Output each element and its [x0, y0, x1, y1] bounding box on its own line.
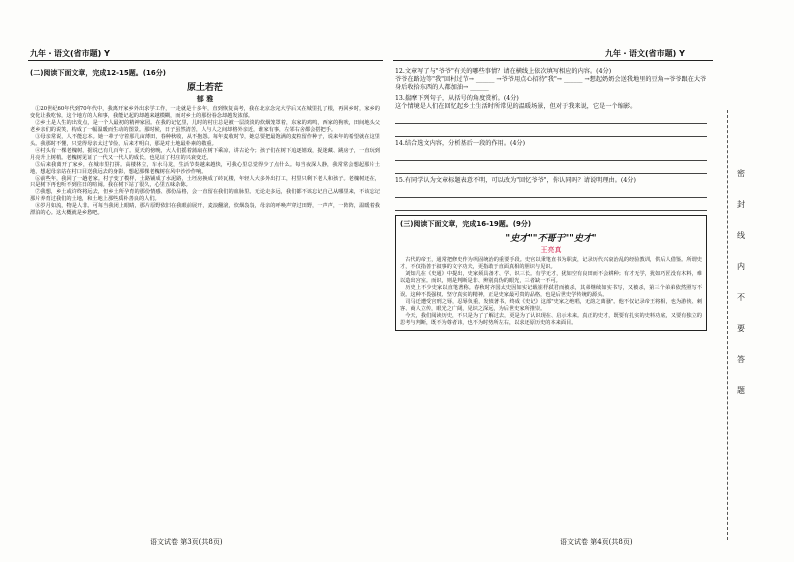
answer-line[interactable] — [395, 198, 707, 211]
paragraph: ⑤后来我离开了家乡，在城市里打拼。高楼林立，车水马龙，生活节奏越来越快，可我心里总觉得少了点什么。每当夜深人静，我常常会想起那片土地，想起母亲站在村口目送我远去的身影，想起那棵老槐树在风中沙沙作响。 — [30, 161, 380, 175]
paragraph: 刘知几在《史通》中提出，史家须具备才、学、识三长。有学无才，犹如空有良田而不会耕种；有才无学，犹如巧匠没有木料，难以造出宫室。而识，则是判断是非、辨别真伪的眼光，三者缺一不可。 — [400, 270, 702, 284]
answer-line[interactable] — [395, 111, 707, 124]
header-rule-left — [28, 60, 383, 61]
question-12: 12.文章写了与"爷爷"有关的哪些事情？请在横线上依次填写相应的内容。(4分) — [395, 68, 612, 75]
paragraph: 司马迁遭受宫刑之辱，忍辱负重，发愤著书，终成《史记》这部"史家之绝唱，无韵之离骚"。他不仅记录帝王将相，也为游侠、刺客、商人立传，眼光之广阔，见识之深远，为后世史家所推崇。 — [400, 298, 702, 312]
paragraph: ①20世纪60年代到70年代中，我离开家乡外出求学工作，一走就是十多年，直到恢复高考，我在北京念完大学后又在城里扎了根，再回乡时，家乡的变化让我吃惊，这个地方的人和事，我能记起的却越来越模糊，而对乡土的那份眷念却越发浓郁。 — [30, 106, 380, 119]
answer-line[interactable] — [395, 148, 707, 161]
seal-line-notice — [734, 168, 748, 416]
seal-char: 题 — [737, 386, 745, 395]
page-header-left: 九年・语文(省市题) Y — [30, 49, 110, 58]
question-14: 14.结合选文内容，分析基后一段的作用。(4分) — [395, 140, 525, 147]
left-column — [30, 68, 380, 217]
seal-char: 封 — [737, 200, 745, 209]
paragraph: 历史上不少史家以直笔著称。春秋时齐国太史因如实记载崔杼弑君而被杀，其弟继续如实书写，又被杀，第三个弟弟依然照写不误。这种不畏强权、坚守真实的精神，正是史家最可贵的品格，也是后世史学传统的源头。 — [400, 284, 702, 298]
seal-char: 内 — [737, 262, 745, 271]
header-rule-right — [393, 60, 713, 61]
seal-dashed-line — [727, 110, 728, 540]
paragraph: ③母亲常说，人不能忘本。她一辈子守着那几亩薄田，春种秋收，从不抱怨。每年麦收时节，她总要把最饱满的麦粒留作种子，说来年的希望就在这里头。我那时不懂，只觉得母亲太过节俭，后来才明白，那是对土地最朴素的敬重。 — [30, 133, 380, 147]
answer-line[interactable] — [395, 185, 707, 198]
seal-char: 不 — [737, 293, 745, 302]
article-author: 郁 雅 — [196, 94, 214, 103]
question-12-flow[interactable]: 爷爷在路边等"我"回村过节→ ______ →爷爷用点心招待"我"→ ______ →想起奶奶会送我地里的豆角→爷爷跟在大爷身后收拾东西的人都加油→ ______ — [395, 76, 707, 91]
seal-char: 密 — [737, 169, 745, 178]
seal-char: 线 — [737, 231, 745, 240]
page-header-right: 九年・语文(省市题) Y — [605, 49, 685, 58]
paragraph: ⑧岁月如流，物是人非。可每当我闭上眼睛，那片原野依旧在我眼前展开，麦浪翻滚，炊烟袅袅，母亲的呼唤声穿过田野，一声声，一阵阵，温暖着我漂泊的心。这大概就是乡愁吧。 — [30, 203, 380, 217]
article-author: 王亮真 — [540, 246, 562, 254]
seal-char: 要 — [737, 324, 745, 333]
section-heading: (二)阅读下面文章，完成12-15题。(16分) — [30, 69, 166, 77]
question-15: 15.有同学认为文章标题表意不明，可以改为"回忆爷爷"，你认同吗？请说明理由。(4分) — [395, 177, 636, 184]
paragraph: ⑥前些年，我回了一趟老家。村子变了模样，土路铺成了水泥路，土坯房换成了砖瓦楼，年轻人大多外出打工，村里只剩下老人和孩子。老槐树还在，只是树下再也听不到往日的喧闹。我在树下站了很久，心里五味杂陈。 — [30, 175, 380, 189]
seal-char: 答 — [737, 355, 745, 364]
reading-passage-box — [395, 215, 707, 331]
page-footer-right: 语文试卷 第4页(共8页) — [560, 538, 633, 546]
right-column — [395, 68, 707, 331]
section-heading: (三)阅读下面文章，完成16-19题。(9分) — [400, 220, 532, 228]
question-13: 13.揣摩下列句子，从括号的角度赏析。(4分) — [395, 95, 519, 102]
paragraph: ②乡土是人生的出发点，是一个人最初的精神家园。在我的记忆里，儿时的村庄总是被一层淡淡的炊烟笼罩着，东家的鸡鸣，西家的狗吠，田间地头父老乡亲们的说笑，构成了一幅温暖而生动的图景。那时候，日子虽然清苦，人与人之间却格外亲近，谁家有事，左邻右舍都会搭把手。 — [30, 119, 380, 133]
article-title: "史才""不哥于""史才" — [505, 234, 597, 244]
paragraph: 古代的帝王，通常把修史作为巩固统治的重要手段。史官以秉笔直书为职责，记录历代兴衰治乱的经验教训，供后人借鉴。所谓史才，不仅指善于叙事的文字功夫，更指敢于直面真相的胆识与见识。 — [400, 257, 702, 270]
paragraph: 今天，我们阅读历史，不只是为了了解过去，更是为了认识现在、启示未来。真正的史才，既要有扎实的史料功底，又要有独立的思考与判断，既不为尊者讳，也不为时势所左右，以求还原历史的本来面目。 — [400, 312, 702, 326]
answer-line[interactable] — [395, 161, 707, 174]
answer-line[interactable] — [395, 124, 707, 137]
paragraph: ④村头有一棵老槐树，据说已有几百年了。夏天的傍晚，大人们摇着蒲扇在树下乘凉，讲古论今；孩子们在树下追逐嬉戏，捉迷藏、跳房子，一直玩到月亮升上树梢。老槐树见证了一代又一代人的成长，也见证了村庄的兴衰变迁。 — [30, 147, 380, 161]
article-title: 原土若茫 — [186, 83, 223, 93]
paragraph: ⑦我想，乡土或许终将远去，但乡土所孕育的那份情感、那份品格，会一直留在我们的血脉里。无论走多远，我们都不该忘记自己从哪里来，不该忘记那片养育过我们的土地，和土地上那些质朴善良的人们。 — [30, 189, 380, 203]
question-13-sentence: 这个情境是人们在回忆起乡土生活时所常见的温暖场景，但对于我来说，它是一个缩影。 — [395, 103, 637, 110]
page-footer-left: 语文试卷 第3页(共8页) — [150, 538, 223, 546]
